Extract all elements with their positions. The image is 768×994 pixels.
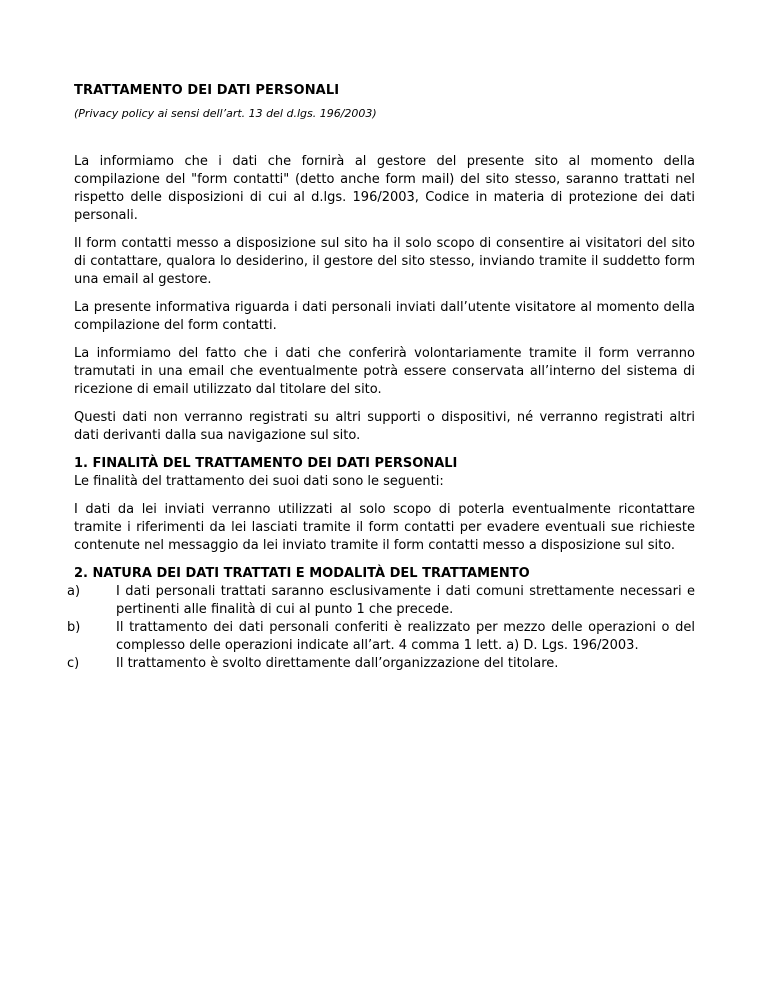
document-title: TRATTAMENTO DEI DATI PERSONALI: [74, 83, 340, 98]
list-marker: c): [67, 656, 80, 671]
list-item: [67, 655, 695, 673]
intro-section: [74, 153, 695, 445]
list-item: [67, 583, 695, 619]
lettered-list: [67, 583, 695, 673]
list-marker: b): [67, 620, 81, 635]
section-paragraph: Le finalità del trattamento dei suoi dati sono le seguenti:: [74, 474, 444, 489]
intro-paragraph: Questi dati non verranno registrati su altri supporti o dispositivi, né verranno registrati altri dati derivanti dalla sua navigazione sul sito.: [74, 410, 695, 443]
list-item-text: I dati personali trattati saranno esclusivamente i dati comuni strettamente necessari e pertinenti alle finalità di cui al punto 1 che precede.: [116, 584, 695, 617]
intro-paragraph: La informiamo del fatto che i dati che conferirà volontariamente tramite il form verranno tramutati in una email che eventualmente potrà essere conservata all’interno del sistema di ricezione di email utilizzato dal titolare del sito.: [74, 346, 695, 397]
list-item-text: Il trattamento dei dati personali conferiti è realizzato per mezzo delle operazioni o del complesso delle operazioni indicate all’art. 4 comma 1 lett. a) D. Lgs. 196/2003.: [116, 620, 695, 653]
list-item-text: Il trattamento è svolto direttamente dall’organizzazione del titolare.: [116, 656, 559, 671]
intro-paragraph: La presente informativa riguarda i dati personali inviati dall’utente visitatore al momento della compilazione del form contatti.: [74, 300, 695, 333]
document-page: [67, 82, 695, 673]
list-marker: a): [67, 584, 81, 599]
section-paragraph: I dati da lei inviati verranno utilizzati al solo scopo di poterla eventualmente ricontattare tramite i riferimenti da lei lasciati tramite il form contatti per evadere eventuali sue richieste contenute nel messaggio da lei inviato tramite il form contatti messo a disposizione sul sito.: [74, 502, 695, 553]
list-item: [67, 619, 695, 655]
section-heading-finalita: 1. FINALITÀ DEL TRATTAMENTO DEI DATI PERSONALI: [74, 456, 458, 471]
document-subtitle: (Privacy policy ai sensi dell’art. 13 del d.lgs. 196/2003): [74, 107, 377, 120]
intro-paragraph: La informiamo che i dati che fornirà al gestore del presente sito al momento della compilazione del "form contatti" (detto anche form mail) del sito stesso, saranno trattati nel rispetto delle disposizioni di cui al d.lgs. 196/2003, Codice in materia di protezione dei dati personali.: [74, 154, 695, 223]
section-heading-natura: 2. NATURA DEI DATI TRATTATI E MODALITÀ DEL TRATTAMENTO: [74, 566, 530, 581]
intro-paragraph: Il form contatti messo a disposizione sul sito ha il solo scopo di consentire ai visitatori del sito di contattare, qualora lo desiderino, il gestore del sito stesso, inviando tramite il suddetto form una email al gestore.: [74, 236, 695, 287]
